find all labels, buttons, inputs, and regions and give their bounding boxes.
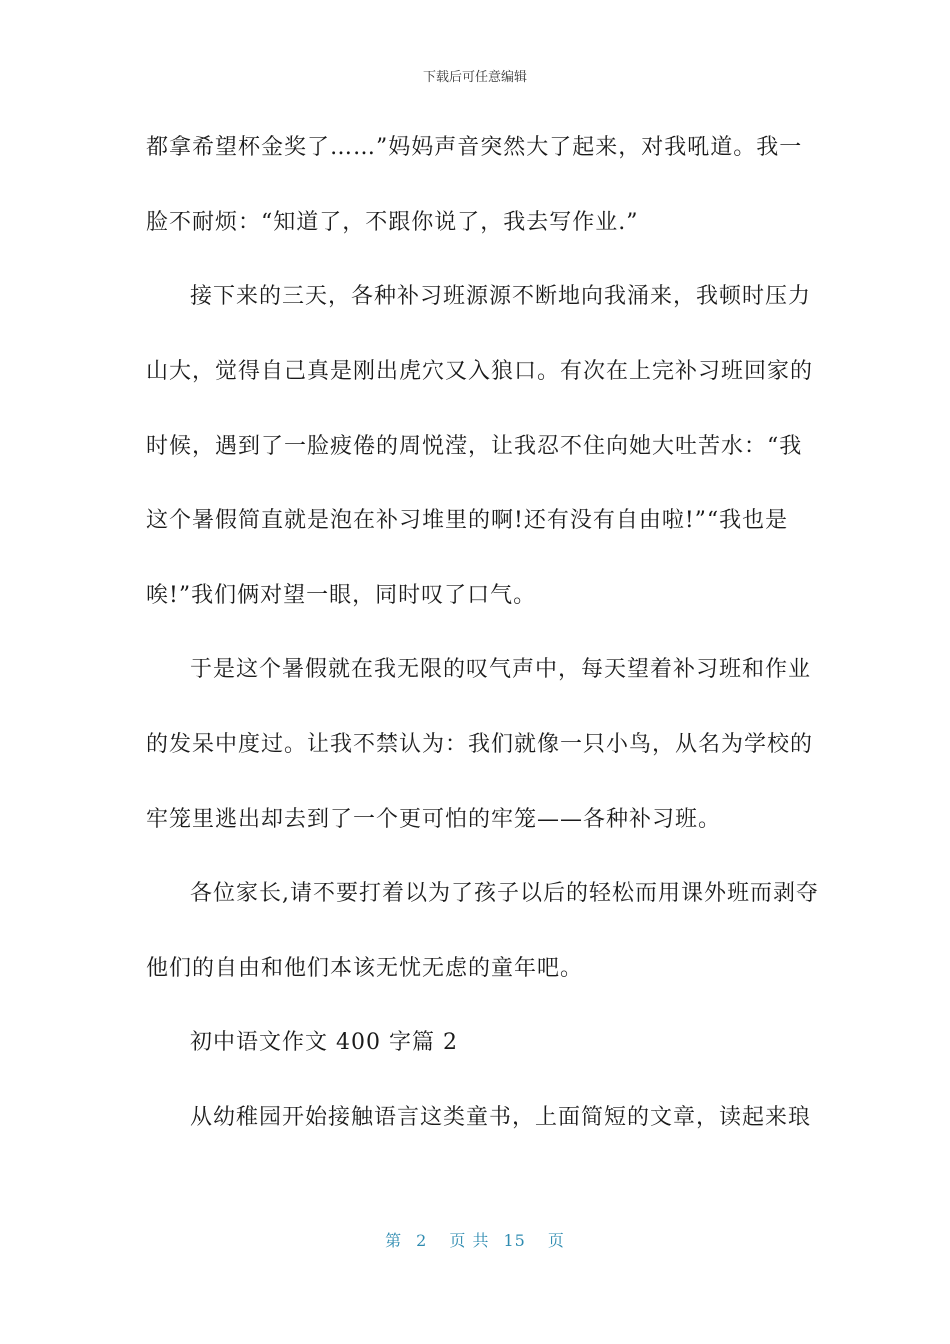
paragraph-line: 山大，觉得自己真是刚出虎穴又入狼口。有次在上完补习班回家的 [146, 359, 814, 384]
footer-total-pages: 15 [503, 1231, 526, 1250]
footer-middle: 页 共 [449, 1231, 490, 1250]
paragraph-line: 脸不耐烦：“知道了，不跟你说了，我去写作业.” [146, 210, 639, 235]
header-note: 下载后可任意编辑 [422, 70, 527, 85]
page-footer [0, 1228, 950, 1251]
paragraph-line: 都拿希望杯金奖了……”妈妈声音突然大了起来，对我吼道。我一 [146, 135, 803, 160]
footer-page-number: 2 [416, 1231, 428, 1250]
paragraph-line: 的发呆中度过。让我不禁认为：我们就像一只小鸟，从名为学校的 [146, 732, 814, 757]
paragraph-line: 各位家长,请不要打着以为了孩子以后的轻松而用课外班而剥夺 [190, 881, 819, 906]
paragraph-line: 从幼稚园开始接触语言这类童书，上面简短的文章，读起来琅 [190, 1105, 812, 1130]
paragraph-line: 他们的自由和他们本该无忧无虑的童年吧。 [146, 956, 584, 981]
paragraph-line: 时候，遇到了一脸疲倦的周悦滢，让我忍不住向她大吐苦水：“我 [146, 434, 803, 459]
paragraph-line: 接下来的三天，各种补习班源源不断地向我涌来，我顿时压力 [190, 284, 812, 309]
paragraph-line: 这个暑假简直就是泡在补习堆里的啊!还有没有自由啦!”“我也是 [146, 508, 789, 533]
paragraph-line: 于是这个暑假就在我无限的叹气声中，每天望着补习班和作业 [190, 657, 812, 682]
paragraph-line: 唉!”我们俩对望一眼，同时叹了口气。 [146, 583, 537, 608]
paragraph-line: 牢笼里逃出却去到了一个更可怕的牢笼——各种补习班。 [146, 807, 722, 832]
footer-prefix: 第 [385, 1231, 403, 1250]
section-heading: 初中语文作文 400 字篇 2 [190, 1030, 458, 1055]
footer-suffix: 页 [547, 1231, 565, 1250]
